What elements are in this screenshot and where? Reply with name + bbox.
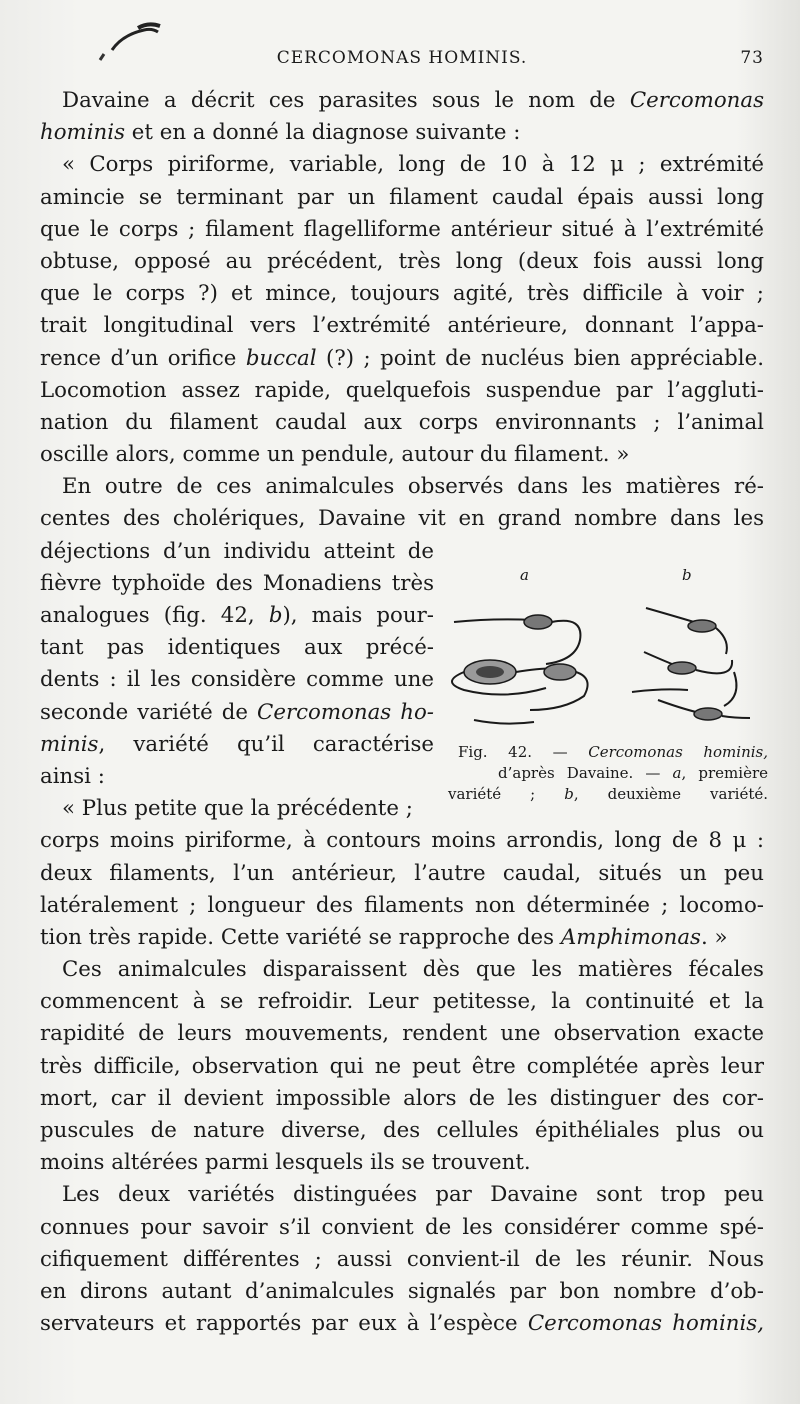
text-line: [40, 1212, 764, 1244]
text-line: [40, 439, 764, 471]
text-run: ainsi :: [40, 763, 105, 789]
text-line: [40, 600, 434, 632]
text-line: [40, 278, 764, 310]
text-run: fièvre typhoïde des Monadiens très: [40, 570, 434, 596]
text-line: [40, 954, 764, 986]
text-line: [40, 664, 434, 696]
text-run: en dirons autant d’animalcules signalés par bon nombre d’ob-: [40, 1278, 764, 1304]
text-run: , variété qu’il caractérise: [98, 731, 434, 757]
text-line: [40, 922, 764, 954]
text-run: analogues (fig. 42,: [40, 603, 269, 628]
text-line: [40, 1179, 764, 1211]
text-line: [40, 761, 434, 793]
text-line: [40, 375, 764, 407]
text-run: servateurs et rapportés par eux à l’espèce: [40, 1311, 528, 1337]
text-run: très difficile, observation qui ne peut être complétée après leur: [40, 1053, 764, 1079]
text-line: [40, 1115, 764, 1147]
text-line: [40, 890, 764, 922]
variety-b-organisms: [632, 608, 750, 720]
text-run: « Plus petite que la précédente ;: [62, 796, 413, 822]
text-line: [40, 825, 764, 857]
text-line: [40, 1308, 764, 1340]
text-run: amincie se terminant par un filament caudal épais aussi long: [40, 184, 764, 210]
text-line: [40, 568, 434, 600]
text-run: Locomotion assez rapide, quelquefois suspendue par l’aggluti-: [40, 377, 764, 403]
text-run: Cercomonas hominis,: [527, 1311, 764, 1337]
text-line: [40, 1051, 764, 1083]
text-run: cifiquement différentes ; aussi convient-il de les réunir. Nous: [40, 1246, 764, 1272]
text-run: connues pour savoir s’il convient de les considérer comme spé-: [40, 1214, 764, 1240]
text-run: commencent à se refroidir. Leur petitesse, la continuité et la: [40, 989, 764, 1015]
text-run: rapidité de leurs mouvements, rendent une observation exacte: [40, 1021, 764, 1047]
text-run: b: [268, 603, 283, 628]
text-line: [40, 503, 764, 535]
text-line: [40, 632, 434, 664]
text-run: minis: [40, 731, 99, 757]
text-line: [40, 1276, 764, 1308]
variety-a-organisms: [452, 615, 588, 724]
text-run: tant pas identiques aux précé-: [40, 635, 434, 661]
text-run: nation du filament caudal aux corps environnants ; l’animal: [40, 409, 764, 435]
text-line: [40, 1244, 764, 1276]
text-line: [40, 858, 764, 890]
caption-line: [448, 742, 768, 763]
text-run: déjections d’un individu atteint de: [40, 538, 434, 564]
caption-run: a: [672, 764, 682, 782]
text-run: Amphimonas: [560, 924, 701, 950]
text-run: Davaine a décrit ces parasites sous le nom de: [62, 88, 630, 113]
running-title: CERCOMONAS HOMINIS.: [276, 48, 528, 68]
text-line: [40, 471, 764, 503]
text-line: [40, 729, 434, 761]
caption-run: , deuxième variété.: [573, 785, 768, 803]
text-run: que le corps ; filament flagelliforme antérieur situé à l’extrémité: [40, 216, 764, 242]
text-run: deux filaments, l’un antérieur, l’autre caudal, situés un peu: [40, 860, 764, 886]
figure-caption: [448, 742, 768, 805]
text-run: En outre de ces animalcules observés dans les matières ré-: [62, 474, 764, 500]
text-run: et en a donné la diagnose suivante :: [125, 120, 521, 146]
text-line: [40, 246, 764, 278]
text-run: que le corps ?) et mince, toujours agité, très difficile à voir ;: [40, 281, 764, 307]
text-line: [40, 149, 764, 181]
caption-run: b: [564, 785, 574, 803]
text-line: [40, 407, 764, 439]
text-run: Ces animalcules disparaissent dès que les matières fécales: [62, 957, 764, 983]
text-run: Cercomonas ho-: [257, 699, 434, 725]
text-run: dents : il les considère comme une: [40, 667, 434, 693]
text-line: [40, 536, 434, 568]
text-run: trait longitudinal vers l’extrémité antérieure, donnant l’appa-: [40, 313, 764, 339]
text-run: obtuse, opposé au précédent, très long (deux fois aussi long: [40, 248, 764, 274]
text-line: [40, 1018, 764, 1050]
text-run: puscules de nature diverse, des cellules épithéliales plus ou: [40, 1118, 764, 1143]
cercomonas-illustration: [434, 560, 766, 740]
text-line: [40, 1147, 764, 1179]
text-run: hominis: [40, 120, 126, 146]
text-line: [40, 1083, 764, 1115]
text-line: [40, 117, 764, 149]
text-line: [40, 986, 764, 1018]
text-run: tion très rapide. Cette variété se rapproche des: [40, 924, 561, 950]
text-run: corps moins piriforme, à contours moins arrondis, long de 8 μ :: [40, 828, 764, 854]
figure-label-b: b: [682, 566, 692, 584]
text-run: (?) ; point de nucléus bien appréciable.: [316, 345, 764, 371]
text-run: ), mais pour-: [282, 603, 434, 628]
text-run: Les deux variétés distinguées par Davaine sont trop peu: [62, 1182, 764, 1208]
text-line: [40, 182, 764, 214]
text-line: [40, 343, 764, 375]
text-line: [40, 310, 764, 342]
text-run: oscille alors, comme un pendule, autour du filament. »: [40, 442, 630, 468]
text-line: [40, 214, 764, 246]
text-line: [40, 697, 434, 729]
caption-line: [448, 763, 768, 784]
text-run: latéralement ; longueur des filaments non déterminée ; locomo-: [40, 892, 764, 918]
figure-42: [434, 560, 769, 822]
text-run: mort, car il devient impossible alors de les distinguer des cor-: [40, 1085, 764, 1111]
caption-run: Cercomonas hominis,: [588, 743, 769, 761]
text-run: rence d’un orifice: [40, 345, 246, 371]
text-run: buccal: [245, 345, 317, 371]
figure-label-a: a: [520, 566, 529, 584]
page-number: 73: [740, 48, 764, 68]
caption-run: Fig. 42. —: [458, 743, 589, 761]
caption-run: variété ;: [448, 785, 565, 803]
running-header: [40, 48, 764, 74]
text-run: moins altérées parmi lesquels ils se trouvent.: [40, 1150, 531, 1176]
text-run: . »: [700, 924, 728, 950]
text-run: centes des cholériques, Davaine vit en grand nombre dans les: [40, 506, 764, 532]
text-run: seconde variété de: [40, 699, 258, 725]
text-line: [40, 793, 456, 825]
caption-run: , première: [681, 764, 768, 782]
caption-line: [448, 784, 768, 805]
text-line: [40, 85, 764, 117]
text-run: Cercomonas: [629, 88, 764, 113]
caption-run: d’après Davaine. —: [498, 764, 673, 782]
text-run: « Corps piriforme, variable, long de 10 à 12 μ ; extrémité: [62, 152, 764, 178]
